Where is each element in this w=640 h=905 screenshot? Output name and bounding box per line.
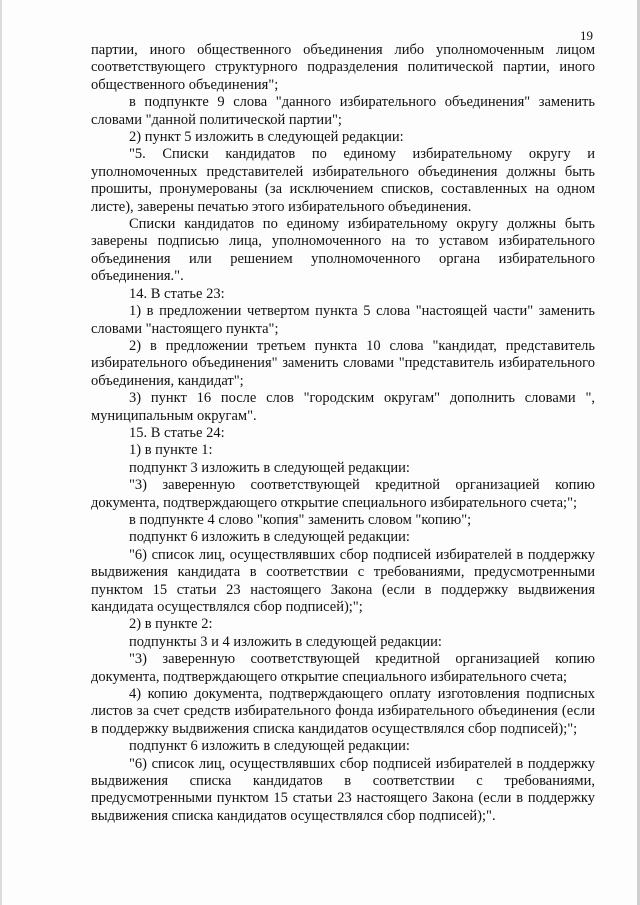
- paragraph: "3) заверенную соответствующей кредитной организацией копию документа, подтверждающего открытие специального избирательного счета;";: [91, 477, 595, 511]
- paragraph: подпункт 3 изложить в следующей редакции:: [129, 459, 410, 476]
- paragraph: 2) в предложении третьем пункта 10 слова "кандидат, представитель избирательного объединения" заменить словами "представитель избирательного объединения, кандидат";: [91, 337, 595, 389]
- paragraph: 14. В статье 23:: [129, 285, 225, 302]
- paragraph: 2) в пункте 2:: [129, 616, 213, 633]
- paragraph: в подпункте 4 слово "копия" заменить словом "копию";: [129, 511, 472, 528]
- paragraph: 2) пункт 5 изложить в следующей редакции:: [129, 129, 404, 146]
- document-body: [91, 42, 595, 825]
- paragraph: "6) список лиц, осуществлявших сбор подписей избирателей в поддержку выдвижения списка кандидатов в соответствии с требованиями, предусмотренными пунктом 15 статьи 23 настоящего Закона (если в поддержку выдвижения списка кандидатов осуществлялся сбор подписей);".: [91, 755, 595, 824]
- paragraph: "3) заверенную соответствующей кредитной организацией копию документа, подтверждающего открытие специального избирательного счета;: [91, 651, 595, 685]
- paragraph: 1) в пункте 1:: [129, 442, 213, 459]
- paragraph: 1) в предложении четвертом пункта 5 слова "настоящей части" заменить словами "настоящего пункта";: [91, 303, 595, 337]
- paragraph: "5. Списки кандидатов по единому избирательному округу и уполномоченных представителей избирательного объединения должны быть прошиты, пронумерованы (за исключением списков, составленных на одном листе), заверены печатью этого избирательного объединения.: [91, 146, 595, 215]
- paragraph: подпункты 3 и 4 изложить в следующей редакции:: [129, 633, 442, 650]
- paragraph: 3) пункт 16 после слов "городским округам" дополнить словами ", муниципальным округам".: [91, 390, 595, 424]
- paragraph: Списки кандидатов по единому избирательному округу должны быть заверены подписью лица, уполномоченного на то уставом избирательного объединения или решением уполномоченного органа избирательного объединения.".: [91, 216, 595, 285]
- paragraph: партии, иного общественного объединения либо уполномоченным лицом соответствующего структурного подразделения политической партии, иного общественного объединения";: [91, 42, 595, 93]
- paragraph: "6) список лиц, осуществлявших сбор подписей избирателей в поддержку выдвижения кандидата в соответствии с требованиями, предусмотренными пунктом 15 статьи 23 настоящего Закона (если в поддержку выдвижения кандидата осуществлялся сбор подписей);";: [91, 546, 595, 615]
- paragraph: 15. В статье 24:: [129, 424, 225, 441]
- paragraph: в подпункте 9 слова "данного избирательного объединения" заменить словами "данной политической партии";: [91, 94, 595, 128]
- paragraph: 4) копию документа, подтверждающего оплату изготовления подписных листов за счет средств избирательного фонда избирательного объединения (если в поддержку выдвижения списка кандидатов осуществлялся сбор подписей);";: [91, 686, 595, 737]
- paragraph: подпункт 6 изложить в следующей редакции:: [129, 529, 410, 546]
- paragraph: подпункт 6 изложить в следующей редакции:: [129, 738, 410, 755]
- page-number: 19: [580, 28, 593, 43]
